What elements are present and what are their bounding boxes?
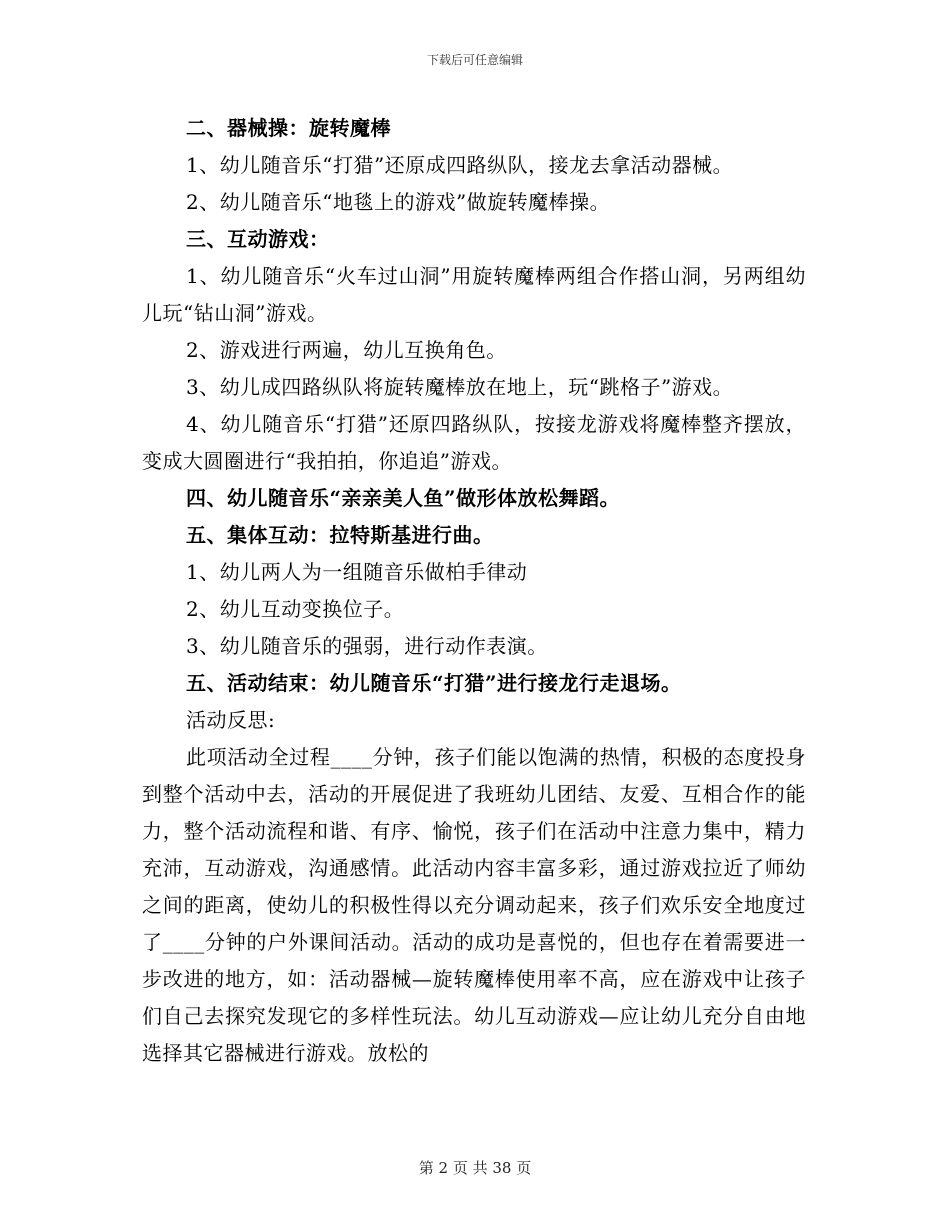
paragraph: 4、幼儿随音乐“打猎”还原四路纵队，按接龙游戏将魔棒整齐摆放，变成大圆圈进行“我拍拍，你追追”游戏。 xyxy=(142,412,806,473)
paragraph: 五、活动结束：幼儿随音乐“打猎”进行接龙行走退场。 xyxy=(186,671,682,695)
paragraph: 1、幼儿随音乐“打猎”还原成四路纵队，接龙去拿活动器械。 xyxy=(186,153,734,177)
paragraph: 3、幼儿成四路纵队将旋转魔棒放在地上，玩“跳格子”游戏。 xyxy=(186,375,734,399)
document-body xyxy=(142,110,806,1072)
paragraph: 五、集体互动：拉特斯基进行曲。 xyxy=(186,523,494,547)
paragraph: 活动反思: xyxy=(186,708,276,732)
paragraph: 2、幼儿互动变换位子。 xyxy=(186,597,405,621)
paragraph: 3、幼儿随音乐的强弱，进行动作表演。 xyxy=(186,634,548,658)
paragraph: 三、互动游戏： xyxy=(186,227,330,251)
paragraph: 此项活动全过程____分钟，孩子们能以饱满的热情，积极的态度投身到整个活动中去，活动的开展促进了我班幼儿团结、友爱、互相合作的能力，整个活动流程和谐、有序、愉悦，孩子们在活动中注意力集中，精力充沛，互动游戏，沟通感情。此活动内容丰富多彩，通过游戏拉近了师幼之间的距离，使幼儿的积极性得以充分调动起来，孩子们欢乐安全地度过了____分钟的户外课间活动。活动的成功是喜悦的，但也存在着需要进一步改进的地方，如：活动器械—旋转魔棒使用率不高，应在游戏中让孩子们自己去探究发现它的多样性玩法。幼儿互动游戏—应让幼儿充分自由地选择其它器械进行游戏。放松的 xyxy=(142,745,806,1065)
page-header: 下载后可任意编辑 xyxy=(426,53,523,67)
paragraph: 二、器械操：旋转魔棒 xyxy=(186,116,391,140)
paragraph: 四、幼儿随音乐“亲亲美人鱼”做形体放松舞蹈。 xyxy=(186,486,621,510)
paragraph: 1、幼儿两人为一组随音乐做柏手律动 xyxy=(186,560,528,584)
page-footer: 第 2 页 共 38 页 xyxy=(418,1159,532,1177)
paragraph: 2、游戏进行两遍，幼儿互换角色。 xyxy=(186,338,507,362)
paragraph: 1、幼儿随音乐“火车过山洞”用旋转魔棒两组合作搭山洞，另两组幼儿玩“钻山洞”游戏。 xyxy=(142,264,806,325)
paragraph: 2、幼儿随音乐“地毯上的游戏”做旋转魔棒操。 xyxy=(186,190,611,214)
